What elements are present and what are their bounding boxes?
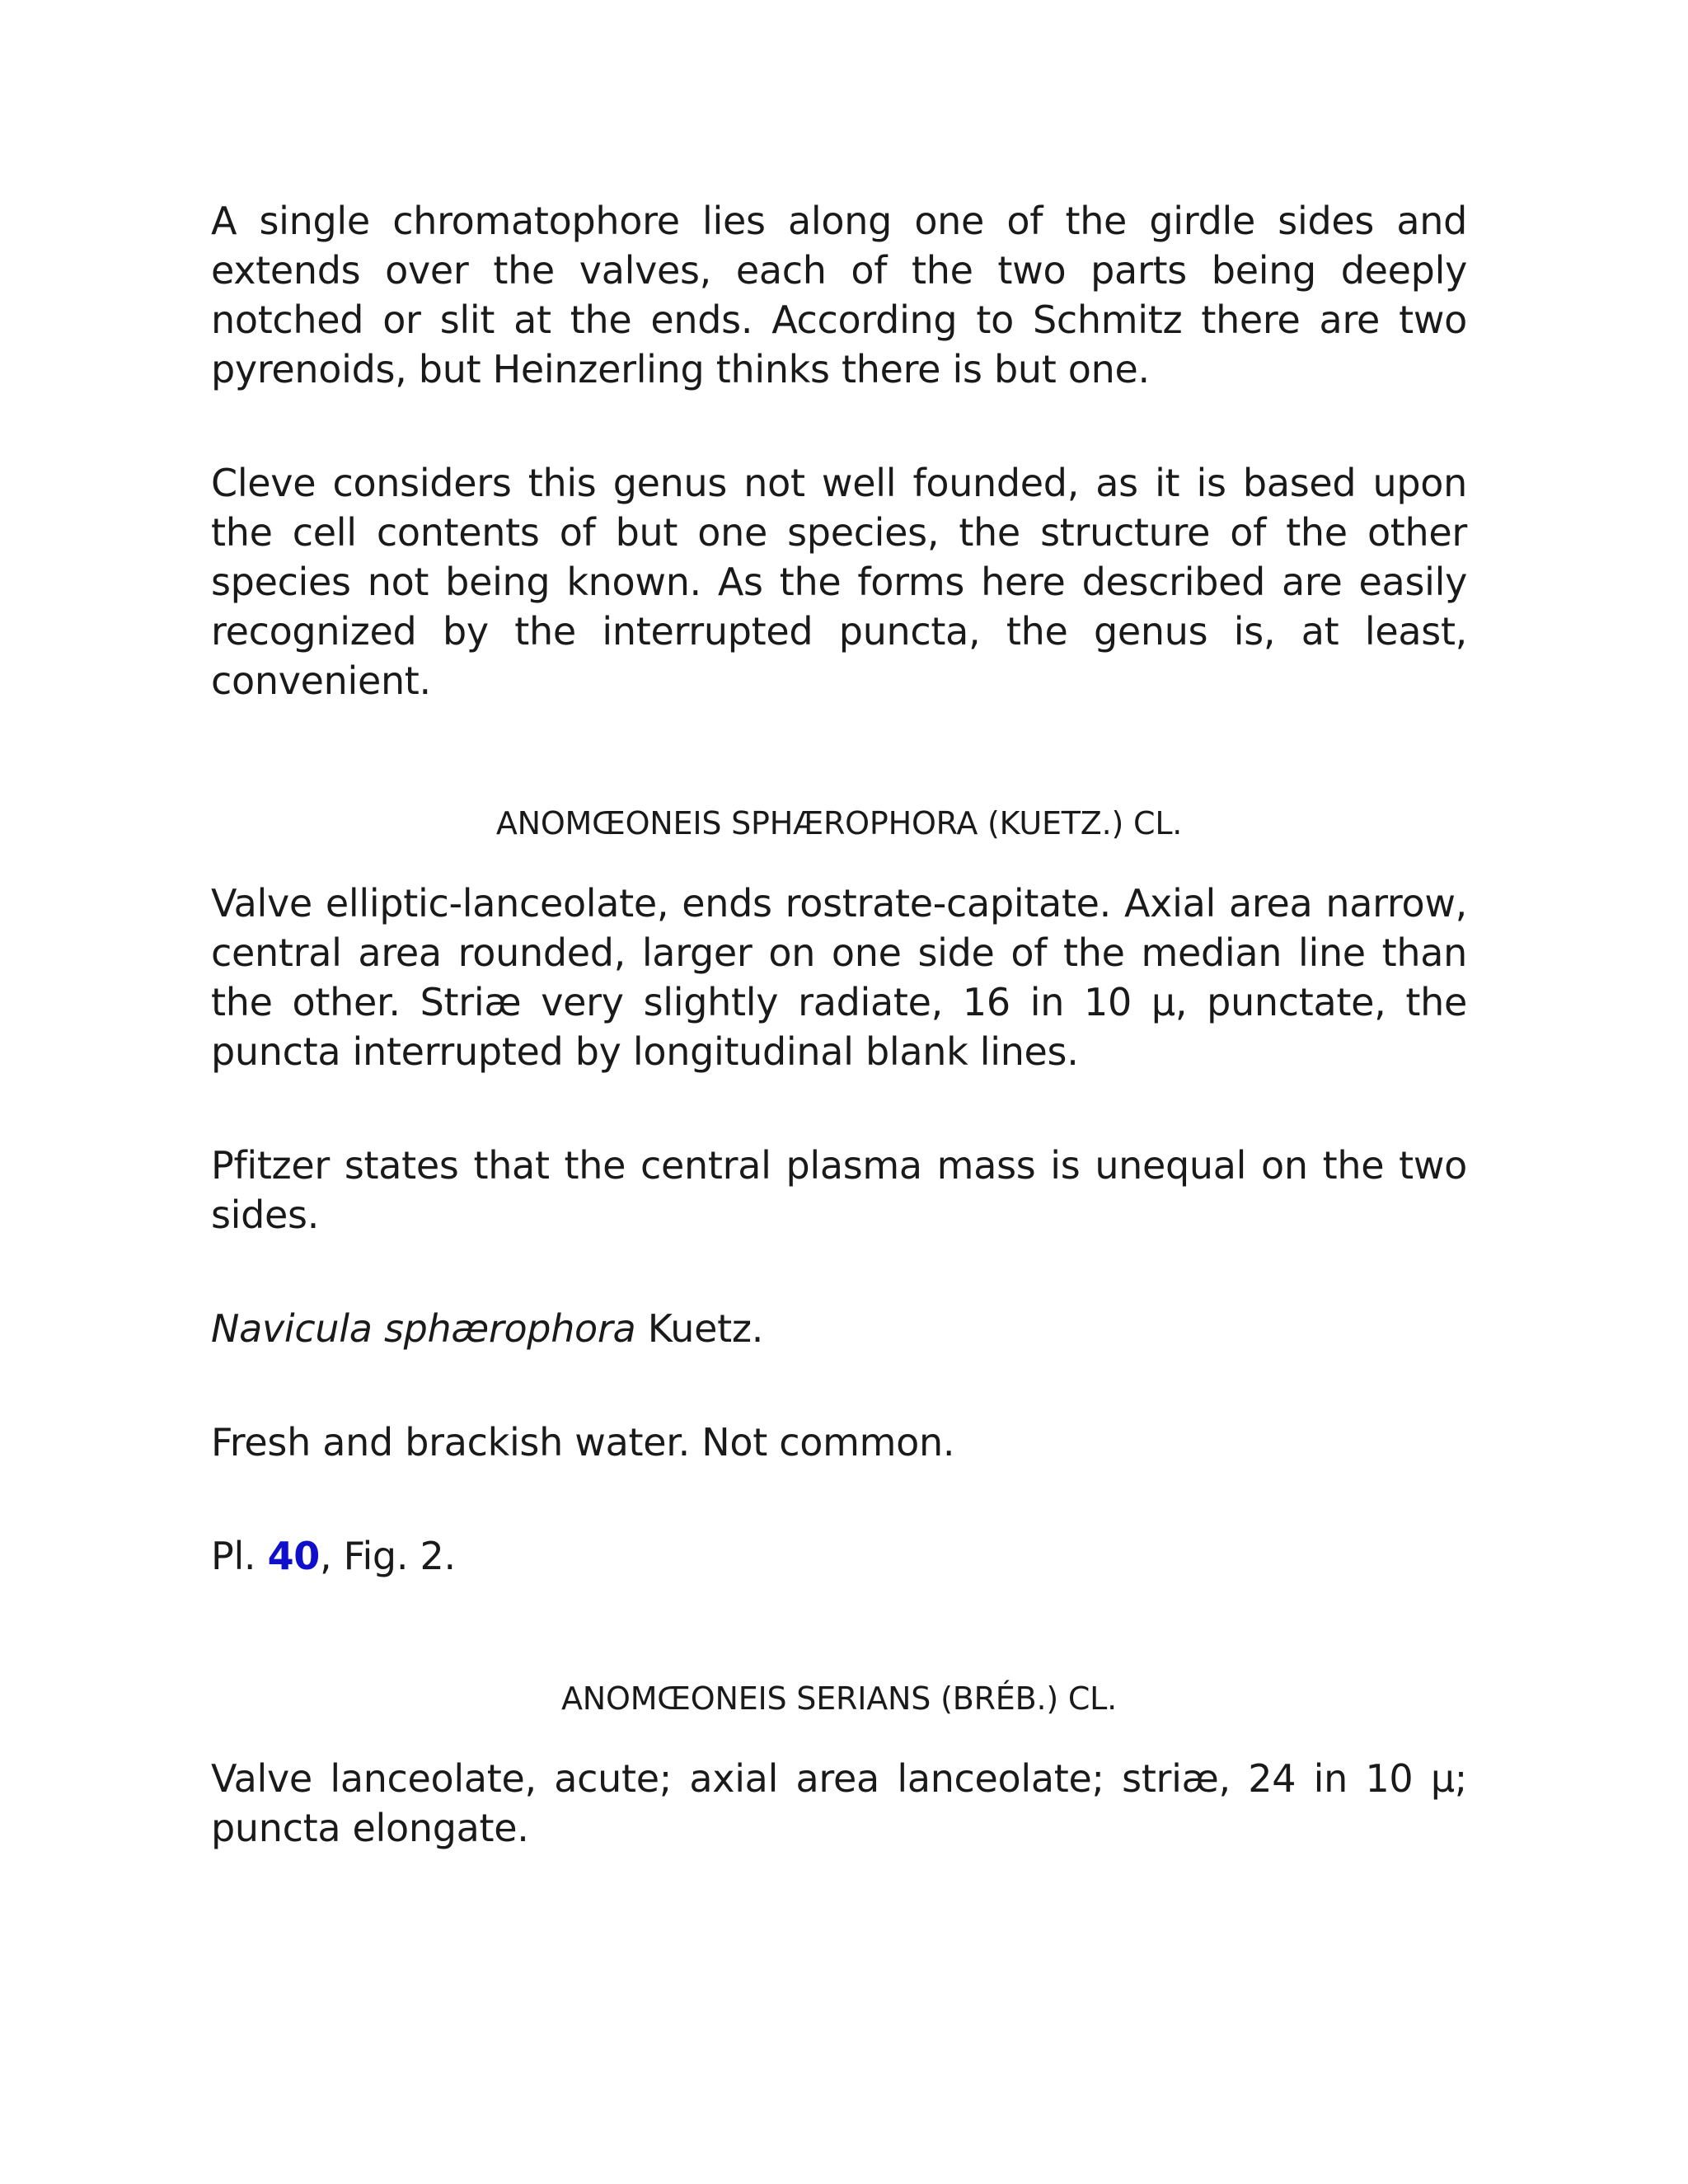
- intro-paragraph-1: A single chromatophore lies along one of the girdle sides and extends over the valves, each of the two parts being deeply notched or slit at the ends. According to Schmitz there are two pyrenoids, but Heinzerling thinks there is but one.: [211, 199, 1467, 391]
- intro-paragraph-2: Cleve considers this genus not well founded, as it is based upon the cell contents of but one species, the structure of the other species not being known. As the forms here described are easily recognized by the interrupted puncta, the genus is, at least, convenient.: [211, 461, 1467, 703]
- plate-link[interactable]: 40: [267, 1534, 320, 1578]
- plate-reference: [211, 1531, 1467, 1581]
- plate-prefix: Pl.: [211, 1534, 268, 1578]
- synonym-name: Navicula sphærophora: [211, 1306, 636, 1351]
- synonym-line: [211, 1304, 1467, 1353]
- species-note-spherophora: Pfitzer states that the central plasma mass is unequal on the two sides.: [211, 1143, 1467, 1237]
- species-heading-serians: ANOMŒONEIS SERIANS (BRÉB.) CL.: [560, 1680, 1118, 1717]
- synonym-author: Kuetz.: [635, 1306, 764, 1351]
- habitat-line: Fresh and brackish water. Not common.: [211, 1420, 955, 1465]
- document-page: [211, 196, 1467, 1853]
- species-heading-spherophora: ANOMŒONEIS SPHÆROPHORA (KUETZ.) CL.: [495, 805, 1183, 841]
- plate-suffix: , Fig. 2.: [320, 1534, 456, 1578]
- species-description-serians: Valve lanceolate, acute; axial area lanceolate; striæ, 24 in 10 µ; puncta elongate.: [211, 1756, 1467, 1850]
- species-description-spherophora: Valve elliptic-lanceolate, ends rostrate-capitate. Axial area narrow, central area rounded, larger on one side of the median line than the other. Striæ very slightly radiate, 16 in 10 µ, punctate, the puncta interrupted by longitudinal blank lines.: [211, 881, 1467, 1074]
